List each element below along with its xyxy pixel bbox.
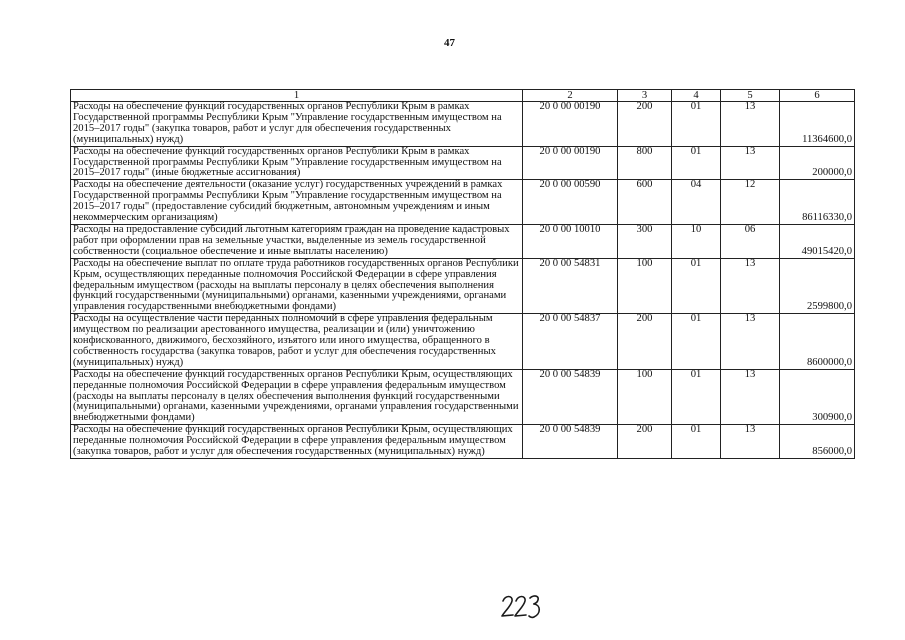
row-amount: 856000,0 [780, 425, 855, 459]
row-expense-type: 200 [618, 425, 672, 459]
row-section: 01 [672, 258, 721, 314]
row-description: Расходы на обеспечение выплат по оплате труда работников государственных органов Республики Крым, осуществляющих переданные полномочия Российской Федерации в сфере управления федеральным имуществом (расходы на выплаты персоналу в целях обеспечения выполнения функций государственными (муниципальными) органами, казенными учреждениями, органами управления государственными внебюджетными фондами) [71, 258, 523, 314]
table-body [71, 102, 855, 459]
row-section: 01 [672, 369, 721, 425]
header-col-1: 1 [71, 90, 523, 102]
table-row [71, 258, 855, 314]
row-section: 04 [672, 180, 721, 225]
row-description: Расходы на обеспечение функций государственных органов Республики Крым в рамках Государственной программы Республики Крым "Управление государственным имуществом на 2015–2017 годы" (иные бюджетные ассигнования) [71, 146, 523, 180]
row-expense-type: 200 [618, 102, 672, 147]
row-amount: 300900,0 [780, 369, 855, 425]
row-expense-type: 200 [618, 314, 672, 370]
table-row [71, 425, 855, 459]
row-expense-type: 100 [618, 258, 672, 314]
row-description: Расходы на осуществление части переданных полномочий в сфере управления федеральным имуществом по реализации арестованного имущества, реализации и (или) уничтожению конфискованного, движимого, бесхозяйного, изъятого или иного имущества, обращенного в собственность государства (закупка товаров, работ и услуг для обеспечения государственных (муниципальных) нужд) [71, 314, 523, 370]
header-col-6: 6 [780, 90, 855, 102]
row-subsection: 13 [721, 258, 780, 314]
row-section: 01 [672, 425, 721, 459]
row-subsection: 13 [721, 369, 780, 425]
table-row [71, 369, 855, 425]
row-amount: 11364600,0 [780, 102, 855, 147]
row-description: Расходы на обеспечение функций государственных органов Республики Крым в рамках Государственной программы Республики Крым "Управление государственным имуществом на 2015–2017 годы" (закупка товаров, работ и услуг для обеспечения государственных (муниципальных) нужд) [71, 102, 523, 147]
row-section: 01 [672, 102, 721, 147]
page-number: 47 [444, 37, 455, 49]
header-col-5: 5 [721, 90, 780, 102]
row-amount: 8600000,0 [780, 314, 855, 370]
row-description: Расходы на предоставление субсидий льготным категориям граждан на проведение кадастровых работ при оформлении прав на земельные участки, выделенные из земель государственной собственности (социальное обеспечение и иные выплаты населению) [71, 224, 523, 258]
header-col-3: 3 [618, 90, 672, 102]
row-expense-type: 300 [618, 224, 672, 258]
row-target-code: 20 0 00 54831 [523, 258, 618, 314]
row-description: Расходы на обеспечение функций государственных органов Республики Крым, осуществляющих переданные полномочия Российской Федерации в сфере управления федеральным имуществом (расходы на выплаты персоналу в целях обеспечения выполнения функций государственными (муниципальными) органами, казенными учреждениями, органами управления государственными внебюджетными фондами) [71, 369, 523, 425]
row-section: 01 [672, 146, 721, 180]
table-row [71, 102, 855, 147]
table-row [71, 146, 855, 180]
row-description: Расходы на обеспечение функций государственных органов Республики Крым, осуществляющих переданные полномочия Российской Федерации в сфере управления федеральным имуществом (закупка товаров, работ и услуг для обеспечения государственных (муниципальных) нужд) [71, 425, 523, 459]
row-amount: 200000,0 [780, 146, 855, 180]
handwritten-page-number-signature [500, 592, 544, 622]
table-row [71, 180, 855, 225]
header-row [71, 90, 855, 102]
table-row [71, 224, 855, 258]
row-expense-type: 100 [618, 369, 672, 425]
row-expense-type: 600 [618, 180, 672, 225]
row-target-code: 20 0 00 54839 [523, 425, 618, 459]
row-amount: 49015420,0 [780, 224, 855, 258]
row-expense-type: 800 [618, 146, 672, 180]
row-subsection: 13 [721, 425, 780, 459]
row-subsection: 06 [721, 224, 780, 258]
row-subsection: 13 [721, 102, 780, 147]
table-header [71, 90, 855, 102]
budget-table [70, 89, 855, 459]
row-subsection: 12 [721, 180, 780, 225]
row-amount: 86116330,0 [780, 180, 855, 225]
row-description: Расходы на обеспечение деятельности (оказание услуг) государственных учреждений в рамках Государственной программы Республики Крым "Управление государственным имуществом на 2015–2017 годы" (предоставление субсидий бюджетным, автономным учреждениям и иным некоммерческим организациям) [71, 180, 523, 225]
header-col-4: 4 [672, 90, 721, 102]
row-amount: 2599800,0 [780, 258, 855, 314]
table-row [71, 314, 855, 370]
row-section: 01 [672, 314, 721, 370]
row-subsection: 13 [721, 146, 780, 180]
row-target-code: 20 0 00 00190 [523, 102, 618, 147]
row-target-code: 20 0 00 54839 [523, 369, 618, 425]
row-target-code: 20 0 00 54837 [523, 314, 618, 370]
row-section: 10 [672, 224, 721, 258]
row-target-code: 20 0 00 00590 [523, 180, 618, 225]
row-target-code: 20 0 00 00190 [523, 146, 618, 180]
row-target-code: 20 0 00 10010 [523, 224, 618, 258]
row-subsection: 13 [721, 314, 780, 370]
header-col-2: 2 [523, 90, 618, 102]
